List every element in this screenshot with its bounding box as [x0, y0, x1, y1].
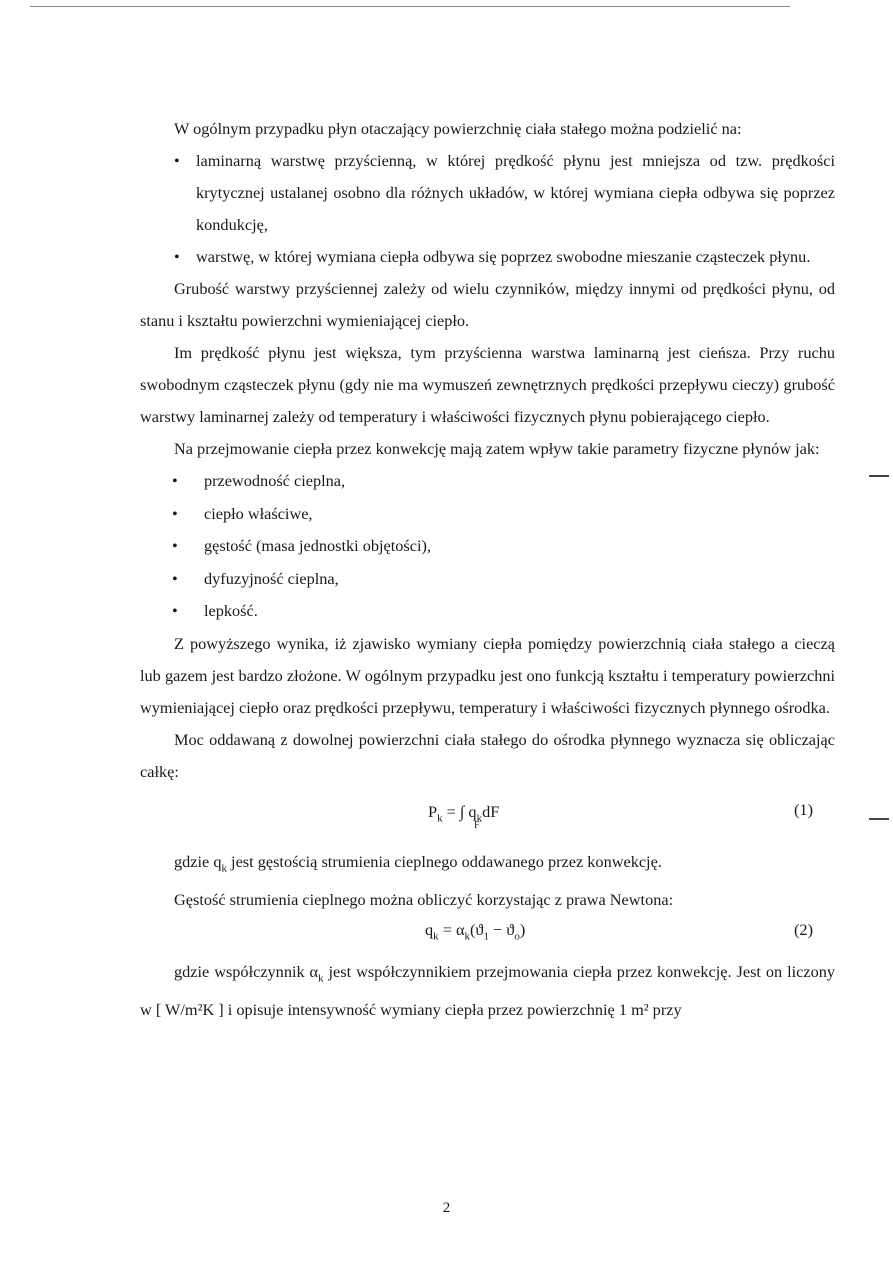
bullet-icon: • [172, 503, 178, 523]
bullet-item [140, 241, 835, 273]
list-item-text: przewodność cieplna, [204, 471, 346, 490]
paragraph: Moc oddawaną z dowolnej powierzchni ciała stałego do ośrodka płynnego wyznacza się obliczając całkę: [140, 729, 835, 781]
bullet-text: laminarną warstwę przyścienną, w której prędkość płynu jest mniejsza od tzw. prędkości krytycznej ustalanej osobno dla różnych układów, w której wymiana ciepła odbywa się poprzez kondukcję, [196, 151, 835, 234]
margin-mark [869, 475, 889, 477]
paragraph: Im prędkość płynu jest większa, tym przyścienna warstwa laminarną jest cieńsza. Przy ruchu swobodnym cząsteczek płynu (gdy nie ma wymuszeń zewnętrznych prędkości przepływu cieczy) grubość warstwy laminarnej zależy od temperatury i właściwości fizycznych płynu pobierającego ciepło. [140, 343, 835, 426]
page-number: 2 [442, 1200, 451, 1216]
paragraph: Gęstość strumienia cieplnego można obliczyć korzystając z prawa Newtona: [174, 890, 674, 910]
list-item [140, 498, 835, 531]
parameter-list [140, 465, 835, 628]
paragraph: Na przejmowanie ciepła przez konwekcję mają zatem wpływ takie parametry fizyczne płynów jak: [174, 439, 820, 458]
paragraph: gdzie $q_k$ jest gęstością strumienia cieplnego oddawanego przez konwekcję. [174, 851, 662, 875]
paragraph: gdzie współczynnik $\alpha_k$ jest współczynnikiem przejmowania ciepła przez konwekcję. Jest on liczony w [ W/m²K ] i opisuje intensywność wymiany ciepła przez powierzchnię 1 m² przy [140, 962, 835, 1020]
formula-1 [140, 794, 835, 838]
paragraph: W ogólnym przypadku płyn otaczający powierzchnię ciała stałego można podzielić na: [174, 119, 742, 138]
formula-expression: $q_k = \alpha_k(ϑ_1 - ϑ_o)$ [425, 920, 526, 943]
list-item [140, 563, 835, 596]
paragraph: Z powyższego wynika, iż zjawisko wymiany ciepła pomiędzy powierzchnią ciała stałego a cieczą lub gazem jest bardzo złożone. W ogólnym przypadku jest ono funkcją kształtu i temperatury powierzchni wymieniającej ciepło oraz prędkości przepływu, temperatury i właściwości fizycznych płynnego ośrodka. [140, 633, 835, 717]
integral-domain: F [474, 819, 480, 831]
document-page [140, 113, 835, 1026]
bullet-icon: • [172, 601, 178, 621]
paragraph: Grubość warstwy przyściennej zależy od wielu czynników, między innymi od prędkości płynu, od stanu i kształtu powierzchni wymieniającej ciepło. [140, 279, 835, 330]
list-item-text: ciepło właściwe, [204, 503, 313, 523]
scan-edge-line [30, 6, 790, 7]
list-item [140, 595, 835, 628]
list-item [140, 465, 835, 498]
list-item-text: gęstość (masa jednostki objętości), [204, 536, 431, 556]
bullet-icon: • [172, 471, 178, 490]
bullet-icon: • [172, 536, 178, 556]
bullet-icon: • [174, 247, 180, 266]
bullet-icon: • [172, 568, 178, 588]
bullet-item [140, 145, 835, 241]
bullet-text: warstwę, w której wymiana ciepła odbywa się poprzez swobodne mieszanie cząsteczek płynu. [196, 247, 811, 266]
list-item [140, 530, 835, 563]
formula-expression: $P_k$ = ∫ $q_kdF$ [428, 801, 500, 825]
formula-2 [140, 916, 835, 952]
list-item-text: dyfuzyjność cieplna, [204, 568, 339, 588]
equation-number: (2) [794, 920, 813, 940]
list-item-text: lepkość. [204, 601, 258, 621]
equation-number: (1) [794, 799, 813, 819]
margin-mark [869, 818, 889, 820]
bullet-icon: • [174, 151, 180, 170]
